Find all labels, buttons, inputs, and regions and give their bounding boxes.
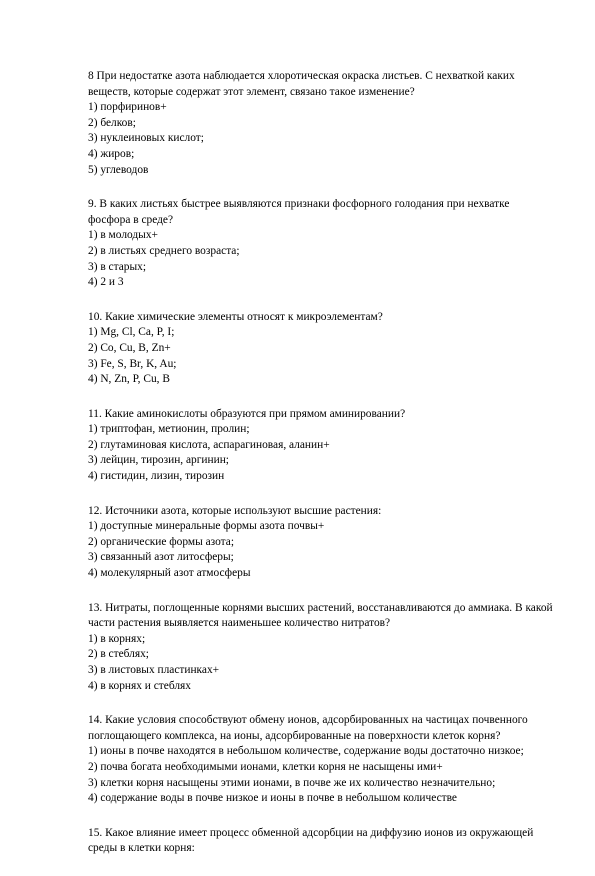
document-page [88,69,554,876]
answer-option: 2) в листьях среднего возраста; [88,244,240,257]
question-text: 11. Какие аминокислоты образуются при прямом аминировании? [88,407,406,420]
answer-option: 3) связанный азот литосферы; [88,551,234,564]
question-text: 9. В каких листьях быстрее выявляются признаки фосфорного голодания при нехватке фосфора в среде? [88,198,510,226]
question-15 [88,826,554,857]
question-13 [88,601,554,695]
question-8 [88,69,554,178]
question-text: 14. Какие условия способствуют обмену ионов, адсорбированных на частицах почвенного поглощающего комплекса, на ионы, адсорбированные на поверхности клеток корня? [88,714,528,742]
answer-option: 2) Co, Cu, B, Zn+ [88,341,171,354]
answer-option: 2) органические формы азота; [88,535,234,548]
answer-option: 3) клетки корня насыщены этими ионами, в почве же их количество незначительно; [88,776,496,789]
question-text: 15. Какое влияние имеет процесс обменной адсорбции на диффузию ионов из окружающей среды в клетки корня: [88,826,534,855]
answer-option: 4) молекулярный азот атмосферы [88,567,251,580]
question-9 [88,197,554,291]
answer-option: 3) лейцин, тирозин, аргинин; [88,454,229,467]
question-14 [88,713,554,807]
answer-option: 4) содержание воды в почве низкое и ионы в почве в небольшом количестве [88,792,457,805]
answer-option: 1) в корнях; [88,632,146,645]
answer-option: 5) углеводов [88,163,149,176]
answer-option: 4) N, Zn, P, Cu, B [88,373,170,386]
answer-option: 1) порфиринов+ [88,101,167,114]
answer-option: 1) триптофан, метионин, пролин; [88,423,250,436]
answer-option: 4) жиров; [88,147,135,160]
question-12 [88,504,554,582]
answer-option: 1) в молодых+ [88,229,158,242]
answer-option: 1) Mg, Cl, Ca, P, I; [88,326,175,339]
answer-option: 3) нуклеиновых кислот; [88,132,204,145]
answer-option: 2) в стеблях; [88,648,149,661]
question-10 [88,310,554,388]
answer-option: 4) 2 и 3 [88,276,124,289]
question-11 [88,407,554,485]
question-text: 10. Какие химические элементы относят к микроэлементам? [88,310,383,323]
question-text: 8 При недостатке азота наблюдается хлоротическая окраска листьев. С нехваткой каких веществ, которые содержат этот элемент, связано такое изменение? [88,70,515,98]
answer-option: 3) в старых; [88,260,146,273]
answer-option: 4) гистидин, лизин, тирозин [88,470,225,483]
answer-option: 3) в листовых пластинках+ [88,664,220,676]
answer-option: 2) белков; [88,116,136,129]
question-text: 13. Нитраты, поглощенные корнями высших растений, восстанавливаются до аммиака. В какой части растения выявляется наименьшее количество нитратов? [88,601,553,630]
answer-option: 1) ионы в почве находятся в небольшом количестве, содержание воды достаточно низкое; [88,745,524,758]
answer-option: 3) Fe, S, Br, K, Au; [88,357,177,370]
answer-option: 2) почва богата необходимыми ионами, клетки корня не насыщены ими+ [88,760,443,773]
answer-option: 4) в корнях и стеблях [88,679,191,692]
answer-option: 2) глутаминовая кислота, аспарагиновая, аланин+ [88,438,330,451]
answer-option: 1) доступные минеральные формы азота почвы+ [88,520,325,533]
question-text: 12. Источники азота, которые используют высшие растения: [88,504,382,517]
